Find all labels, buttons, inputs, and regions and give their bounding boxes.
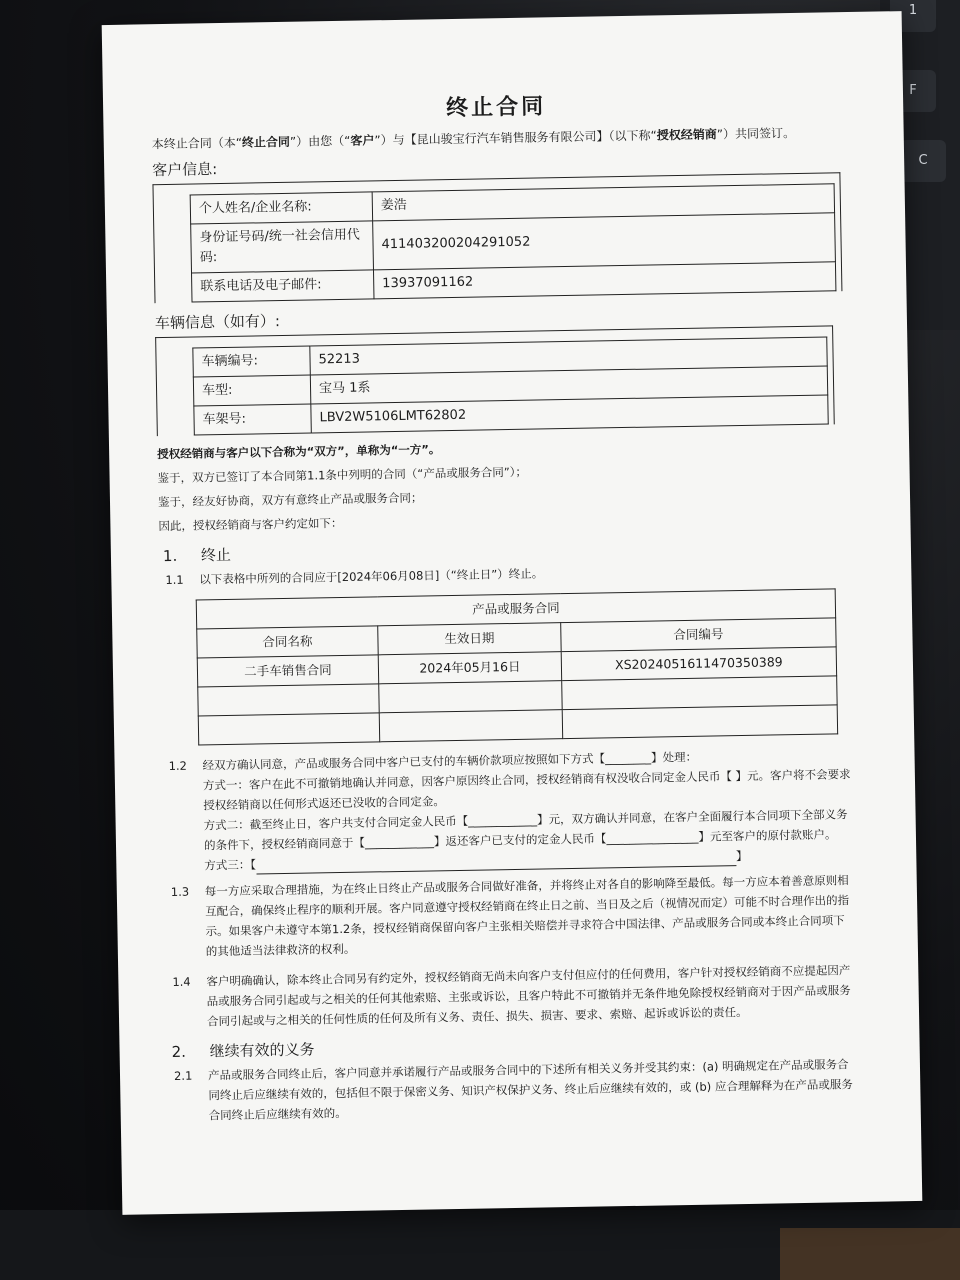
customer-info-label: 客户信息: [152,160,218,180]
desk-surface [0,1210,960,1280]
recital-whereas-2: 鉴于，经友好协商，双方有意终止产品或服务合同； [157,490,423,510]
column-header: 合同编号 [561,618,836,652]
table-cell [379,681,562,713]
recital-therefore: 因此，授权经销商与客户约定如下： [158,515,343,534]
section-1-heading: 1. 终止 [162,545,232,566]
vehicle-info-table [192,336,828,435]
paper-sheet [102,11,923,1215]
table-cell [198,684,379,716]
table-caption: 产品或服务合同 [196,589,835,629]
clause-1-2-option-2: 方式二：截至终止日，客户共支付合同定金人民币【____________】元，双方确认并同意，在客户全面履行本合同项下全部义务的条件下，授权经销商同意于【____________】返还客户已支付的定金人民币【________________】元至客户的原付款账户。 [203,807,848,853]
customer-name-label: 个人姓名/企业名称: [190,192,372,224]
customer-info-table [190,183,837,302]
clause-1-2-option-1: 方式一：客户在此不可撤销地确认并同意，因客户原因终止合同，授权经销商有权没收合同定金人民币【 】元。客户将不会要求授权经销商以任何形式返还已没收的合同定金。 [202,767,851,813]
recital-whereas-1: 鉴于，双方已签订了本合同第1.1条中列明的合同（“产品或服务合同”）； [157,464,528,486]
customer-contact-value: 13937091162 [373,262,835,299]
keyboard-key: 1 [890,0,936,32]
column-header: 生效日期 [378,623,561,655]
customer-name-value: 姜浩 [372,184,834,221]
vehicle-model-label: 车型: [193,375,310,406]
clause-1-2: 1.2 经双方确认同意，产品或服务合同中客户已支付的车辆价款项应按照如下方式【________】处理： 方式一：客户在此不可撤销地确认并同意，因客户原因终止合同，授权经销商有权没收合同定金人民币【 】元。客户将不会要求授权经销商以任何形式返还已没收的合同定金。 方式二：截至终止日，客户共支付合同定金人民币【____________】元，双方确认并同意，在客户全面履行本合同项下全部义务的条件下，授权经销商同意于【____________】返还客户已支付的定金人民币【________________】元至客户的原付款账户。 方式三：【】 [162,744,854,876]
clause-1-1: 1.1 以下表格中所列的合同应于[2024年06月08日]（“终止日”）终止。 [165,566,544,588]
keyboard-key: C [900,140,946,182]
intro-paragraph: 本终止合同（本“终止合同”）由您（“客户”）与【昆山骏宝行汽车销售服务有限公司】（以下称“授权经销商”）共同签订。 [151,125,796,152]
clause-1-3: 1.3 每一方应采取合理措施，为在终止日终止产品或服务合同做好准备，并将终止对各自的影响降至最低。每一方应本着善意原则相互配合，确保终止程序的顺利开展。客户同意遵守授权经销商在终止日之前、当日及之后（视情况而定）可能不时合理作出的指示。如果客户未遵守本第1.2条，授权经销商保留向客户主张相关赔偿并寻求符合中国法律、产品或服务合同或本终止合同项下的其他适当法律救济的权利。 [170,873,850,959]
vehicle-number-value: 52213 [310,337,827,375]
customer-id-value: 411403200204291052 [373,213,836,270]
document-body [151,92,859,1129]
table-cell: XS2024051611470350389 [561,647,836,681]
table-cell [198,713,379,745]
vin-label: 车架号: [194,404,311,435]
table-cell [562,705,837,739]
section-2-heading: 2. 继续有效的义务 [171,1040,315,1062]
vehicle-model-value: 宝马 1系 [310,366,827,404]
vehicle-number-label: 车辆编号: [193,346,310,377]
product-contract-table [196,588,838,745]
document-title: 终止合同 [445,94,547,122]
table-cell: 二手车销售合同 [197,655,378,687]
product-contract-table-wrap [196,588,852,745]
vin-value: LBV2W5106LMT62802 [311,395,828,433]
clause-1-2-line-1: 经双方确认同意，产品或服务合同中客户已支付的车辆价款项应按照如下方式【________】处理： [202,749,698,773]
table-cell [379,710,562,742]
customer-info-frame [152,172,842,303]
customer-contact-label: 联系电话及电子邮件: [192,270,374,302]
customer-id-label: 身份证号码/统一社会信用代码: [191,221,374,273]
table-cell: 2024年05月16日 [378,652,561,684]
keyboard-key: F [890,70,936,112]
recital-parties: 授权经销商与客户以下合称为“双方”，单称为“一方”。 [157,442,441,462]
vehicle-info-frame [155,325,835,436]
clause-2-1: 2.1 产品或服务合同终止后，客户同意并承诺履行产品或服务合同中的下述所有相关义务并受其约束：(a) 明确规定在产品或服务合同终止后应继续有效的，包括但不限于保密义务、知识产权保护义务、终止后应继续有效的，或 (b) 应合理解释为在产品或服务合同终止后应继续有效的。 [173,1057,853,1123]
clause-1-2-option-3: 方式三：【】 [204,844,854,875]
clause-1-4: 1.4 客户明确确认，除本终止合同另有约定外，授权经销商无尚未向客户支付但应付的任何费用，客户针对授权经销商不应提起因产品或服务合同引起或与之相关的任何其他索赔、主张或诉讼，且客户特此不可撤销并无条件地免除授权经销商对于因产品或服务合同引起或与之相关的任何性质的任何及所有义务、责任、损失、损害、要求、索赔、起诉或诉讼的责任。 [172,963,851,1029]
column-header: 合同名称 [197,626,378,658]
vehicle-info-label: 车辆信息（如有）: [154,312,281,333]
